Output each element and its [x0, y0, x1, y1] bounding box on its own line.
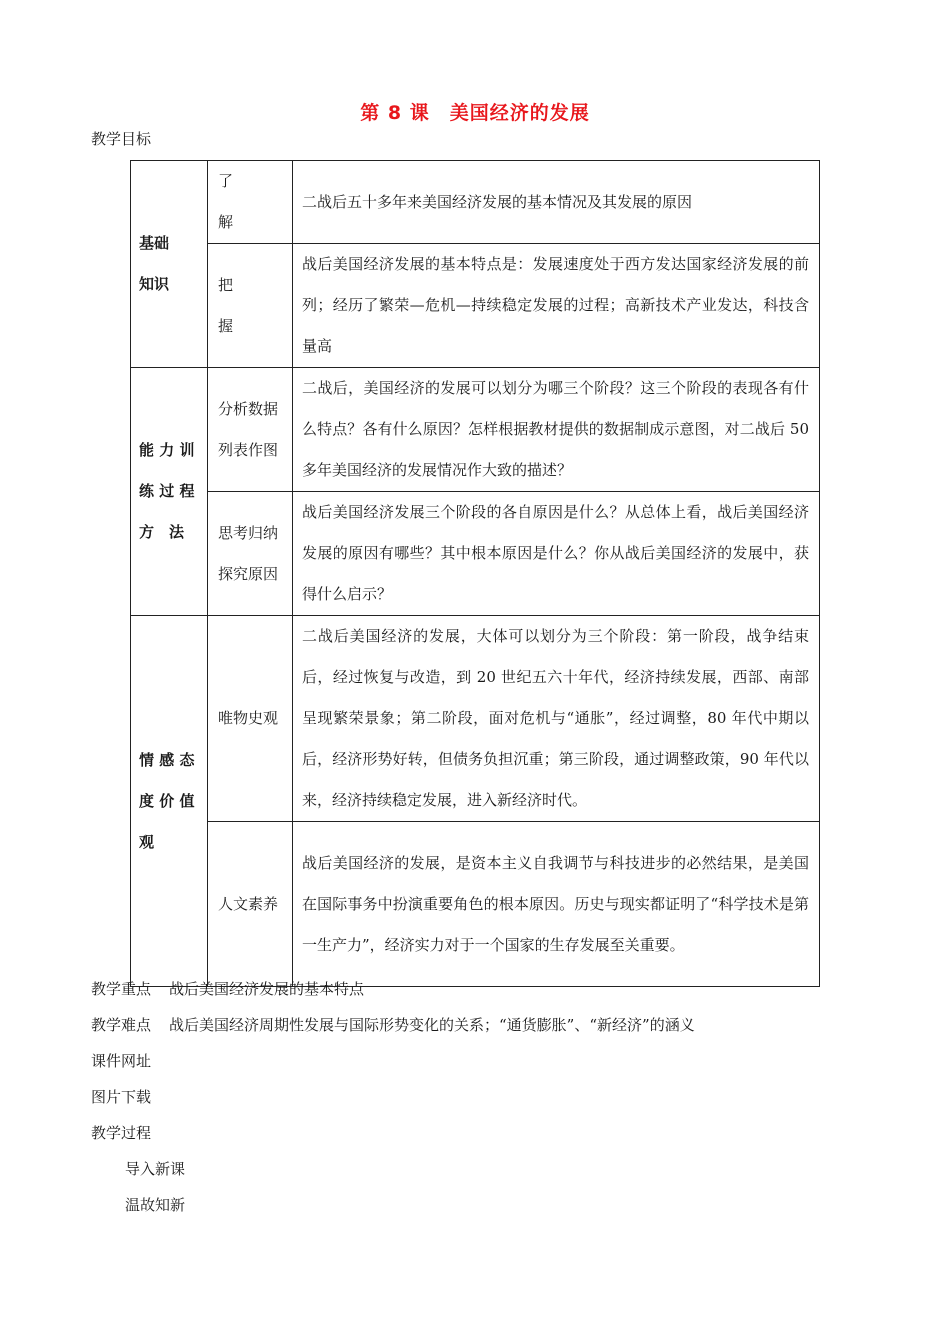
goal-text: 二战后五十多年来美国经济发展的基本情况及其发展的原因	[293, 161, 820, 244]
sub-humanities	[208, 822, 293, 987]
category-line: 基础	[139, 234, 170, 252]
sub-analyze-data	[208, 368, 293, 492]
sub-materialism	[208, 616, 293, 822]
category-line: 情 感 态	[139, 750, 195, 769]
sub-line: 把	[218, 275, 234, 294]
category-line: 练 过 程	[139, 482, 195, 500]
goal-text: 二战后美国经济的发展，大体可以划分为三个阶段：第一阶段，战争结束后，经过恢复与改造，到 20 世纪五六十年代，经济持续发展，西部、南部呈现繁荣景象；第二阶段，面对危机与“通胀”，经过调整，80 年代中期以后，经济形势好转，但债务负担沉重；第三阶段，通过调整政策，90 年代以来，经济持续稳定发展，进入新经济时代。	[293, 616, 820, 822]
sub-think-explore	[208, 492, 293, 616]
category-line: 方 法	[139, 523, 185, 541]
key-point-text: 战后美国经济发展的基本特点	[169, 980, 365, 998]
category-line: 知识	[139, 275, 170, 293]
intro-label: 导入新课	[125, 1160, 186, 1178]
category-ability-process	[131, 368, 208, 616]
category-emotion-values	[131, 616, 208, 987]
sub-line: 人文素养	[218, 894, 279, 913]
category-line: 观	[139, 832, 155, 851]
goal-text: 二战后，美国经济的发展可以划分为哪三个阶段？这三个阶段的表现各有什么特点？各有什么原因？怎样根据教材提供的数据制成示意图，对二战后 50 多年美国经济的发展情况作大致的描述？	[293, 368, 820, 492]
category-line: 能 力 训	[139, 441, 195, 459]
table-row	[131, 822, 820, 987]
sub-line: 唯物史观	[218, 709, 279, 727]
key-point-line	[91, 978, 364, 999]
sub-line: 思考归纳	[218, 523, 279, 542]
sub-line: 列表作图	[218, 440, 279, 459]
goal-text: 战后美国经济的发展，是资本主义自我调节与科技进步的必然结果，是美国在国际事务中扮演重要角色的根本原因。历史与现实都证明了“科学技术是第一生产力”，经济实力对于一个国家的生存发展至关重要。	[293, 822, 820, 987]
sub-line: 握	[218, 316, 234, 335]
sub-line: 探究原因	[218, 564, 279, 583]
teaching-process-label: 教学过程	[91, 1124, 152, 1142]
category-basic-knowledge	[131, 161, 208, 368]
review-label: 温故知新	[125, 1196, 186, 1214]
difficulty-line	[91, 1014, 695, 1035]
sub-line: 解	[218, 213, 234, 231]
image-download-label: 图片下载	[91, 1088, 152, 1106]
teaching-goals-label: 教学目标	[91, 130, 152, 148]
category-line: 度 价 值	[139, 791, 195, 810]
courseware-label: 课件网址	[91, 1052, 152, 1070]
goal-text: 战后美国经济发展三个阶段的各自原因是什么？从总体上看，战后美国经济发展的原因有哪些？其中根本原因是什么？你从战后美国经济的发展中，获得什么启示？	[293, 492, 820, 616]
sub-understand	[208, 161, 293, 244]
sub-line: 分析数据	[218, 399, 279, 418]
sub-line: 了	[218, 172, 234, 190]
difficulty-text: 战后美国经济周期性发展与国际形势变化的关系；“通货膨胀”、“新经济”的涵义	[169, 1016, 695, 1034]
goal-text: 战后美国经济发展的基本特点是：发展速度处于西方发达国家经济发展的前列；经历了繁荣—危机—持续稳定发展的过程；高新技术产业发达，科技含量高	[293, 244, 820, 368]
lesson-title: 第 8 课 美国经济的发展	[360, 102, 590, 124]
key-point-label: 教学重点	[91, 980, 152, 998]
teaching-goals-table	[130, 160, 820, 987]
table-row	[131, 368, 820, 492]
table-row	[131, 492, 820, 616]
table-row	[131, 616, 820, 822]
sub-master	[208, 244, 293, 368]
difficulty-label: 教学难点	[91, 1016, 152, 1034]
table-row	[131, 161, 820, 244]
table-row	[131, 244, 820, 368]
